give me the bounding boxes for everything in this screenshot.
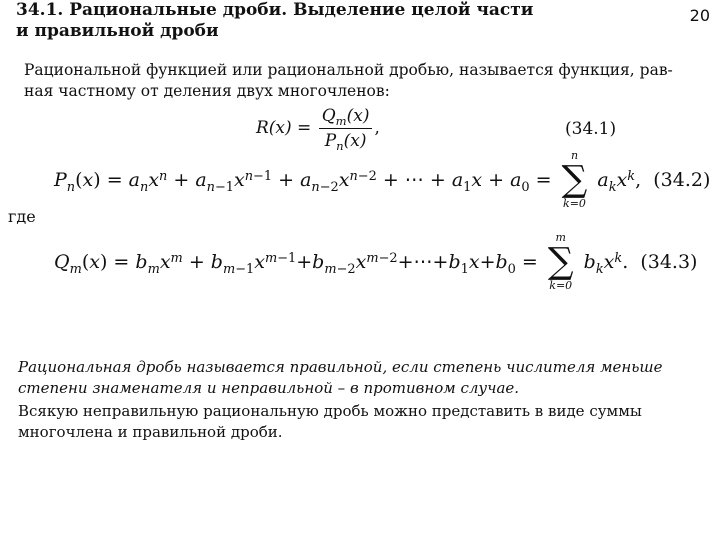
eq1-denominator: $P_n(x)$ xyxy=(324,131,367,154)
eq3-sum-top: m xyxy=(555,231,566,244)
equation-34-3: $Q_m(x) = b_mx^m$ + $b_{m-1}x^{m-1}+b_{m-2}x^{m-2}+\cdots+b_1x+b_0$ = m ∑ k=0 $b_kx^k$. (34.3) xyxy=(54,231,698,292)
eq2-sum-top: n xyxy=(570,149,579,162)
page-title xyxy=(16,0,533,42)
page-title-line2: и правильной дроби xyxy=(16,21,219,41)
intro-paragraph xyxy=(24,60,673,102)
page-number: 20 xyxy=(689,6,710,25)
eq1-lhs: R(x) = xyxy=(256,118,312,138)
eq1-fraction xyxy=(319,106,373,154)
eq2-sum-bottom: k=0 xyxy=(563,197,586,210)
statement-line1: Всякую неправильную рациональную дробь можно представить в виде суммы xyxy=(18,402,642,420)
intro-line1: Рациональной функцией или рациональной дробью, называется функция, рав- xyxy=(24,61,673,79)
page-title-line1: 34.1. Рациональные дроби. Выделение целой части xyxy=(16,0,534,20)
statement-line2: многочлена и правильной дроби. xyxy=(18,423,283,441)
where-label: где xyxy=(8,207,36,226)
definition-line2: степени знаменателя и неправильной – в противном случае. xyxy=(18,379,520,397)
eq3-number: (34.3) xyxy=(640,251,698,273)
eq1-numerator: $Q_m(x)$ xyxy=(319,106,373,129)
eq2-sum: n ∑ k=0 xyxy=(561,149,588,210)
eq2-number: (34.2) xyxy=(653,169,711,191)
eq3-sum-bottom: k=0 xyxy=(549,279,573,292)
intro-line2: ная частному от деления двух многочленов: xyxy=(24,82,390,100)
definition-line1: Рациональная дробь называется правильной, если степень числителя меньше xyxy=(18,358,663,376)
equation-34-1 xyxy=(256,106,380,154)
eq1-comma: , xyxy=(374,118,380,138)
eq3-sum: m ∑ k=0 xyxy=(547,231,574,292)
eq1-number: (34.1) xyxy=(565,119,617,139)
equation-34-2: $P_n(x) = a_nx^n + a_{n-1}x^{n-1} + a_{n-2}x^{n-2}$ + ⋯ + $a_1x + a_0$ = n ∑ k=0 $a_kx^k$, (34.2) xyxy=(54,149,711,210)
